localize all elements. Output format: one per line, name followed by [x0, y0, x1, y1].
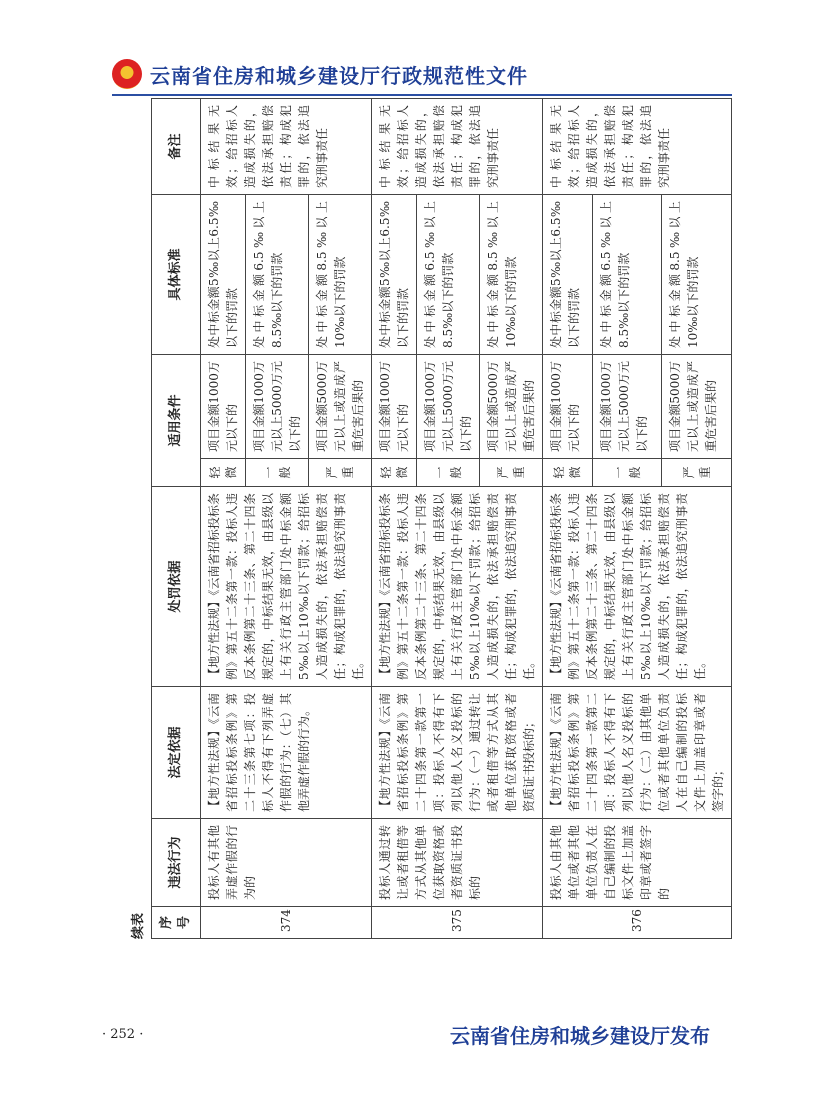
cell-remark: 中标结果无效；给招标人造成损失的，依法承担赔偿责任；构成犯罪的，依法追究刑事责任: [543, 98, 732, 194]
header-legal-basis: 法定依据: [152, 687, 201, 819]
cell-remark: 中标结果无效；给招标人造成损失的，依法承担赔偿责任；构成犯罪的，依法追究刑事责任: [372, 98, 543, 194]
page-header: [112, 56, 732, 92]
header-penalty-basis: 处罚依据: [152, 487, 201, 687]
header-applicable-condition: 适用条件: [152, 354, 201, 486]
header-behavior: 违法行为: [152, 819, 201, 907]
cell-condition: 项目金额5000万元以上或造成严重危害后果的: [662, 354, 732, 458]
cell-legal-basis: 【地方性法规】《云南省招标投标条例》第二十四条第一款第二项：投标人不得有下列以他人名义投标的行为：（二）由其他单位或者其他单位负责人在自己编制的投标文件上加盖印章或者签字的；: [543, 687, 732, 819]
table-row: [201, 98, 246, 938]
rotated-table-area: [127, 99, 729, 939]
cell-standard: 处中标金额8.5‰以上10‰以下的罚款: [662, 194, 732, 354]
cell-standard: 处中标金额6.5‰以上8.5‰以下的罚款: [592, 194, 662, 354]
header-remark: 备注: [152, 98, 201, 194]
cell-standard: 处中标金额8.5‰以上10‰以下的罚款: [480, 194, 543, 354]
cell-level: 严重: [662, 459, 732, 487]
cell-condition: 项目金额5000万元以上或造成严重危害后果的: [480, 354, 543, 458]
cell-seq: 376: [543, 907, 732, 939]
cell-legal-basis: 【地方性法规】《云南省招标投标条例》第二十三条第七项：投标人不得有下列弄虚作假的行为：（七）其他弄虚作假的行为。: [201, 687, 372, 819]
cell-level: 严重: [480, 459, 543, 487]
cell-standard: 处中标金额5‰以上6.5‰以下的罚款: [372, 194, 417, 354]
cell-condition: 项目金额1000万元以下的: [543, 354, 593, 458]
cell-level: 一般: [417, 459, 480, 487]
cell-condition: 项目金额1000万元以上5000万元以下的: [417, 354, 480, 458]
publisher-footer: 云南省住房和城乡建设厅发布: [450, 1024, 710, 1048]
cell-penalty-basis: 【地方性法规】《云南省招标投标条例》第五十二条第一款：投标人违反本条例第二十三条、第二十四条规定的，中标结果无效，由县级以上有关行政主管部门处中标金额5‰以上10‰以下罚款；给招标人造成损失的，依法承担赔偿责任；构成犯罪的，依法追究刑事责任。: [201, 487, 372, 687]
table-row: [372, 98, 417, 938]
cell-standard: 处中标金额6.5‰以上8.5‰以下的罚款: [417, 194, 480, 354]
cell-condition: 项目金额1000万元以下的: [201, 354, 246, 458]
cell-behavior: 投标人通过转让或者租借等方式从其他单位获取资格或者资质证书投标的: [372, 819, 543, 907]
page-number: · 252 ·: [102, 1027, 144, 1042]
cell-condition: 项目金额1000万元以上5000万元以下的: [592, 354, 662, 458]
cell-remark: 中标结果无效；给招标人造成损失的，依法承担赔偿责任；构成犯罪的，依法追究刑事责任: [201, 98, 372, 194]
header-standard: 具体标准: [152, 194, 201, 354]
cell-standard: 处中标金额5‰以上6.5‰以下的罚款: [201, 194, 246, 354]
table-header-row: [152, 98, 201, 938]
cell-standard: 处中标金额8.5‰以上10‰以下的罚款: [309, 194, 372, 354]
cell-seq: 375: [372, 907, 543, 939]
cell-behavior: 投标人有其他弄虚作假的行为的: [201, 819, 372, 907]
cell-level: 轻微: [543, 459, 593, 487]
cell-standard: 处中标金额6.5‰以上8.5‰以下的罚款: [246, 194, 309, 354]
cell-level: 轻微: [201, 459, 246, 487]
cell-seq: 374: [201, 907, 372, 939]
cell-penalty-basis: 【地方性法规】《云南省招标投标条例》第五十二条第一款：投标人违反本条例第二十三条、第二十四条规定的，中标结果无效，由县级以上有关行政主管部门处中标金额5‰以上10‰以下罚款；给招标人造成损失的，依法承担赔偿责任；构成犯罪的，依法追究刑事责任。: [372, 487, 543, 687]
cell-level: 轻微: [372, 459, 417, 487]
cell-behavior: 投标人由其他单位或者其他单位负责人在自己编制的投标文件上加盖印章或者签字的: [543, 819, 732, 907]
cell-legal-basis: 【地方性法规】《云南省招标投标条例》第二十四条第一款第一项：投标人不得有下列以他人名义投标的行为：（一）通过转让或者租借等方式从其他单位获取资格或者资质证书投标的；: [372, 687, 543, 819]
cell-level: 严重: [309, 459, 372, 487]
header-seq: 序号: [152, 907, 201, 939]
penalty-table: [151, 98, 732, 939]
cell-condition: 项目金额1000万元以下的: [372, 354, 417, 458]
continued-label: 续表: [131, 912, 146, 939]
cell-level: 一般: [246, 459, 309, 487]
national-emblem-icon: [112, 59, 142, 89]
cell-condition: 项目金额5000万元以上或造成严重危害后果的: [309, 354, 372, 458]
header-rule: [112, 94, 732, 96]
cell-level: 一般: [592, 459, 662, 487]
cell-penalty-basis: 【地方性法规】《云南省招标投标条例》第五十二条第一款：投标人违反本条例第二十三条、第二十四条规定的，中标结果无效，由县级以上有关行政主管部门处中标金额5‰以上10‰以下罚款；给招标人造成损失的，依法承担赔偿责任；构成犯罪的，依法追究刑事责任。: [543, 487, 732, 687]
header-title: 云南省住房和城乡建设厅行政规范性文件: [150, 63, 528, 88]
cell-standard: 处中标金额5‰以上6.5‰以下的罚款: [543, 194, 593, 354]
cell-condition: 项目金额1000万元以上5000万元以下的: [246, 354, 309, 458]
table-row: [543, 98, 593, 938]
